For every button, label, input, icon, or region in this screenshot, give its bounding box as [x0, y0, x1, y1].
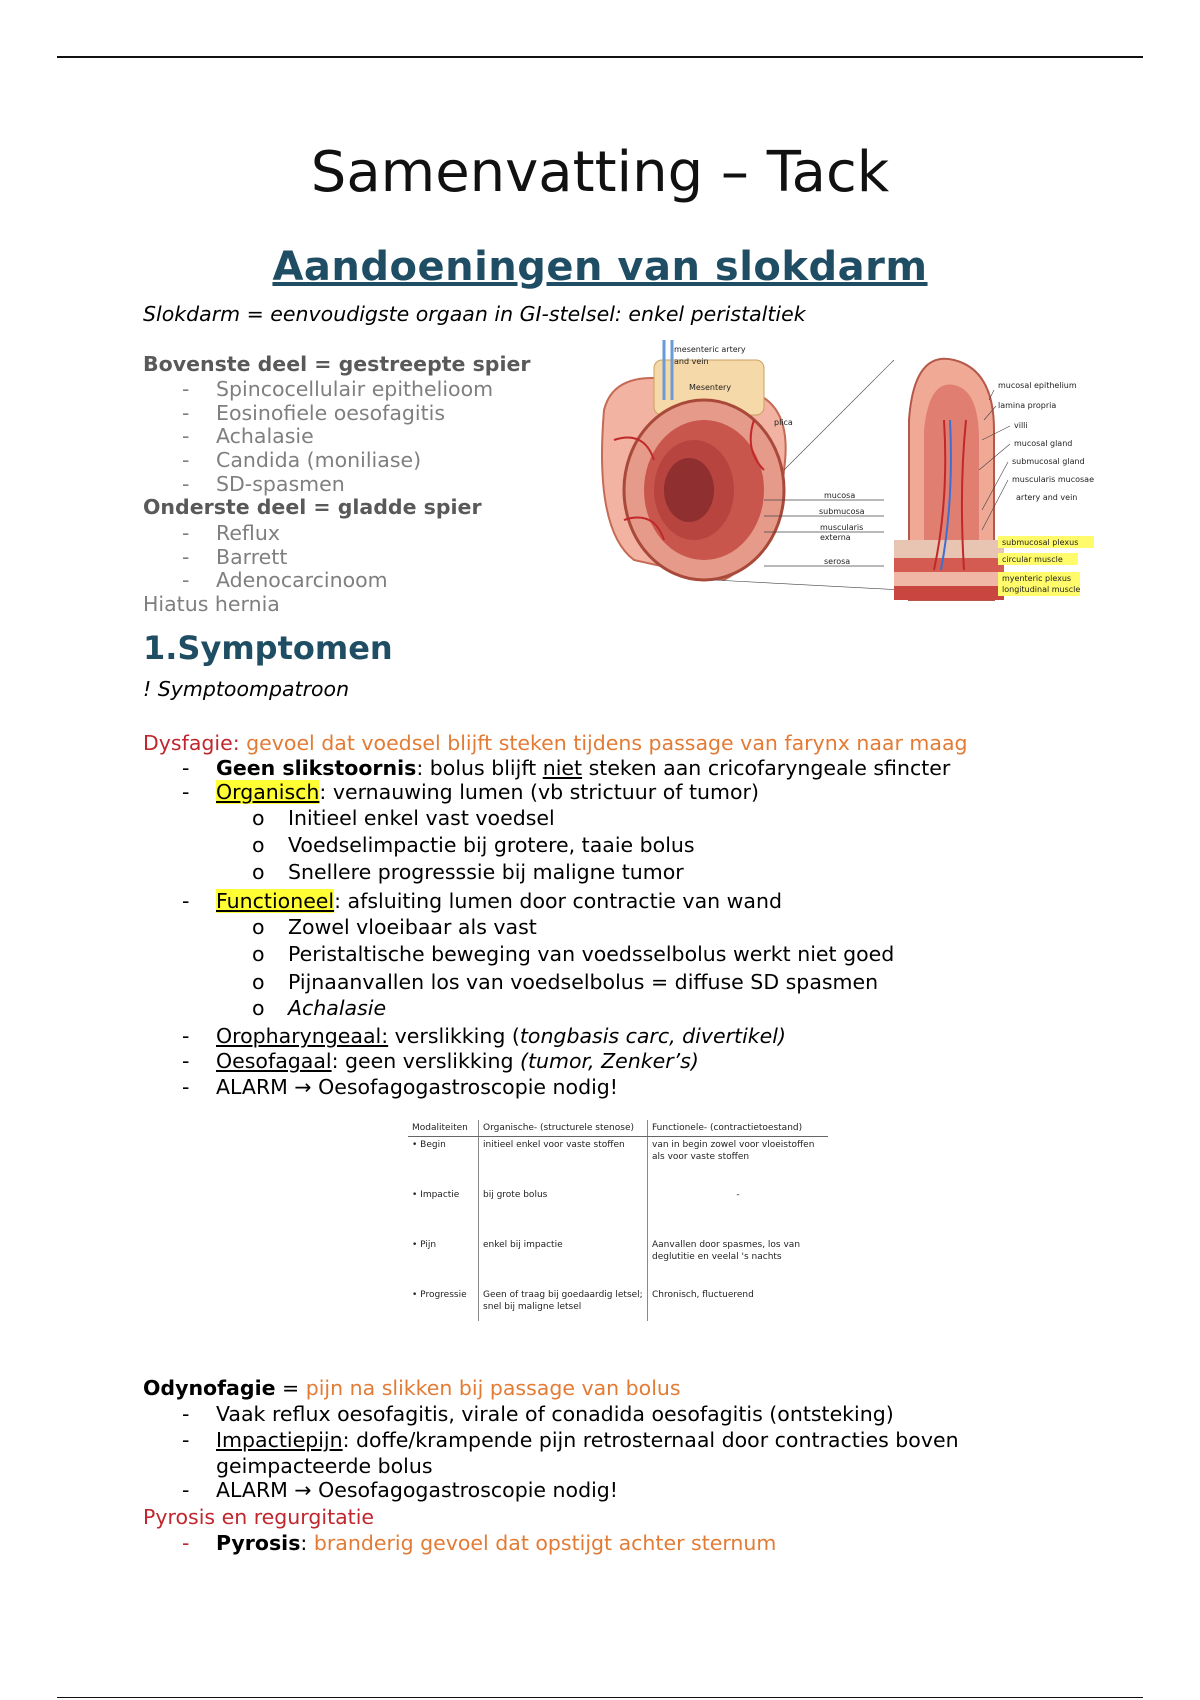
label-artery-vein: artery and vein — [1016, 493, 1078, 502]
label-submucosal-plexus: submucosal plexus — [1002, 538, 1079, 547]
table-row: • Pijn enkel bij impactie Aanvallen door spasmes, los van deglutitie en veelal 's nachts — [408, 1237, 828, 1287]
table-header: Modaliteiten — [408, 1120, 479, 1137]
label-mucosal-epithelium: mucosal epithelium — [998, 381, 1077, 390]
label-externa: externa — [820, 533, 851, 542]
odynofagie-line: Odynofagie = pijn na slikken bij passage van bolus — [143, 1376, 681, 1400]
list-item: o Zowel vloeibaar als vast — [252, 915, 537, 939]
symptom-note: ! Symptoompatroon — [143, 677, 350, 701]
list-item: o Initieel enkel vast voedsel — [252, 806, 555, 830]
label-mucosa: mucosa — [824, 491, 856, 500]
list-item: - Organisch: vernauwing lumen (vb strictuur of tumor) — [182, 780, 759, 804]
section-title-symptomen: 1.Symptomen — [143, 629, 393, 667]
list-item: - Achalasie — [182, 424, 314, 448]
intestine-anatomy-figure — [594, 340, 1134, 610]
list-item: - Geen slikstoornis: bolus blijft niet steken aan cricofaryngeale sfincter — [182, 756, 951, 780]
label-mesentery: Mesentery — [689, 383, 732, 392]
list-item: - Candida (moniliase) — [182, 448, 422, 472]
bottom-rule — [57, 1697, 1143, 1698]
list-item: o Voedselimpactie bij grotere, taaie bolus — [252, 833, 695, 857]
lower-part-title: Onderste deel = gladde spier — [143, 495, 482, 519]
list-item: - Oesofagaal: geen verslikking (tumor, Zenker’s) — [182, 1049, 699, 1073]
label-muscularis: muscularis — [820, 523, 864, 532]
list-item: - Impactiepijn: doffe/krampende pijn retrosternaal door contracties boven — [182, 1428, 959, 1452]
list-item: - SD-spasmen — [182, 472, 345, 496]
list-item: - Oropharyngeaal: verslikking (tongbasis carc, divertikel) — [182, 1024, 786, 1048]
label-mucosal-gland: mucosal gland — [1014, 439, 1073, 448]
list-item: - Eosinofiele oesofagitis — [182, 401, 446, 425]
comparison-table — [408, 1120, 828, 1321]
label-serosa: serosa — [824, 557, 851, 566]
intro-line: Slokdarm = eenvoudigste orgaan in GI-stelsel: enkel peristaltiek — [143, 302, 806, 326]
list-item-continuation: geimpacteerde bolus — [216, 1454, 433, 1478]
label-and-vein: and vein — [674, 357, 709, 366]
table-row: • Progressie Geen of traag bij goedaardig letsel; snel bij maligne letsel Chronisch, fluctuerend — [408, 1287, 828, 1321]
table-row: • Begin initieel enkel voor vaste stoffen van in begin zowel voor vloeistoffen als voor vaste stoffen — [408, 1137, 828, 1188]
label-plica: plica — [774, 418, 793, 427]
label-muscularis-mucosae: muscularis mucosae — [1012, 475, 1094, 484]
list-item: - Reflux — [182, 521, 280, 545]
main-heading: Aandoeningen van slokdarm — [272, 244, 928, 290]
table-header: Functionele- (contractietoestand) — [648, 1120, 829, 1137]
list-item: o Pijnaanvallen los van voedselbolus = diffuse SD spasmen — [252, 970, 879, 994]
label-longitudinal-muscle: longitudinal muscle — [1002, 585, 1081, 594]
label-mesenteric: mesenteric artery — [674, 345, 746, 354]
list-item: - ALARM → Oesofagogastroscopie nodig! — [182, 1478, 619, 1502]
label-submucosal-gland: submucosal gland — [1012, 457, 1085, 466]
list-item: o Achalasie — [252, 996, 387, 1020]
label-lamina-propria: lamina propria — [998, 401, 1057, 410]
dysfagie-line: Dysfagie: gevoel dat voedsel blijft steken tijdens passage van farynx naar maag — [143, 731, 968, 755]
list-item: o Snellere progresssie bij maligne tumor — [252, 860, 684, 884]
document-title: Samenvatting – Tack — [310, 140, 890, 205]
list-item: - Spincocellulair epithelioom — [182, 377, 494, 401]
list-item: - Functioneel: afsluiting lumen door contractie van wand — [182, 889, 782, 913]
top-rule — [57, 56, 1143, 58]
label-submucosa: submucosa — [819, 507, 865, 516]
list-item: o Peristaltische beweging van voedsselbolus werkt niet goed — [252, 942, 895, 966]
list-item: - ALARM → Oesofagogastroscopie nodig! — [182, 1075, 619, 1099]
list-item: - Adenocarcinoom — [182, 568, 388, 592]
pyrosis-title: Pyrosis en regurgitatie — [143, 1505, 375, 1529]
table-row: • Impactie bij grote bolus - — [408, 1187, 828, 1237]
list-item: - Barrett — [182, 545, 288, 569]
list-item: - Pyrosis: branderig gevoel dat opstijgt achter sternum — [182, 1531, 777, 1555]
label-circular-muscle: circular muscle — [1002, 555, 1063, 564]
label-villi: villi — [1014, 421, 1028, 430]
label-myenteric-plexus: myenteric plexus — [1002, 574, 1072, 583]
list-item: - Vaak reflux oesofagitis, virale of conadida oesofagitis (ontsteking) — [182, 1402, 894, 1426]
upper-part-title: Bovenste deel = gestreepte spier — [143, 352, 531, 376]
table-header: Organische- (structurele stenose) — [479, 1120, 648, 1137]
hiatus-line: Hiatus hernia — [143, 592, 280, 616]
